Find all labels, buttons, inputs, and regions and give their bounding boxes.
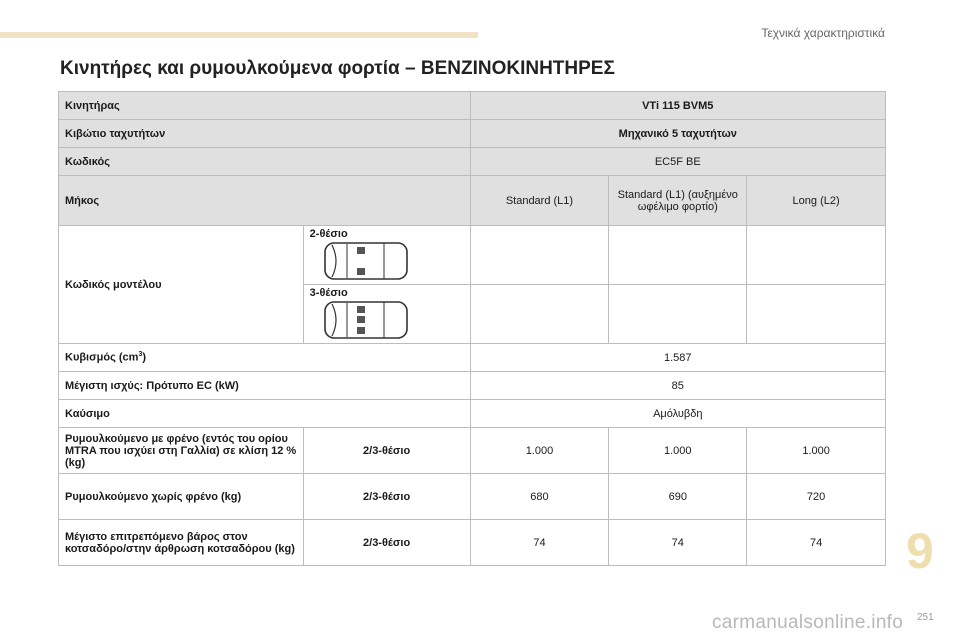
unbraked-trailer-l1: 680 bbox=[470, 474, 609, 520]
chapter-title: Τεχνικά χαρακτηριστικά bbox=[761, 26, 885, 40]
van-3-seat-icon bbox=[324, 299, 408, 341]
model-3seat-l1-ext bbox=[609, 285, 747, 344]
header-accent-bar bbox=[0, 32, 478, 38]
table-row-displacement bbox=[59, 344, 886, 372]
model-3seat-cell bbox=[303, 285, 470, 344]
displacement-label: Κυβισμός $(cm^3)$ bbox=[59, 344, 471, 372]
model-3seat-l2 bbox=[747, 285, 886, 344]
noseweight-l1: 74 bbox=[470, 520, 609, 566]
van-2-seat-icon bbox=[324, 240, 408, 282]
noseweight-seats: 2/3-θέσιο bbox=[303, 520, 470, 566]
table-row-braked-trailer bbox=[59, 428, 886, 474]
seats-2-label: 2-θέσιο bbox=[309, 228, 348, 241]
table-row-gearbox bbox=[59, 120, 886, 148]
engine-label: Κινητήρας bbox=[59, 92, 471, 120]
braked-trailer-l1-ext: 1.000 bbox=[609, 428, 747, 474]
unbraked-trailer-l1-ext: 690 bbox=[609, 474, 747, 520]
model-3seat-l1 bbox=[470, 285, 609, 344]
power-label: Μέγιστη ισχύς: Πρότυπο EC (kW) bbox=[59, 372, 471, 400]
noseweight-l1-ext: 74 bbox=[609, 520, 747, 566]
model-2seat-l1 bbox=[470, 226, 609, 285]
unbraked-trailer-seats: 2/3-θέσιο bbox=[303, 474, 470, 520]
table-row-power bbox=[59, 372, 886, 400]
watermark-text: carmanualsonline.info bbox=[712, 612, 904, 633]
noseweight-l2: 74 bbox=[747, 520, 886, 566]
braked-trailer-l1: 1.000 bbox=[470, 428, 609, 474]
power-value: 85 bbox=[470, 372, 885, 400]
table-row-noseweight bbox=[59, 520, 886, 566]
braked-trailer-l2: 1.000 bbox=[747, 428, 886, 474]
engine-spec-table bbox=[58, 91, 886, 566]
gearbox-label: Κιβώτιο ταχυτήτων bbox=[59, 120, 471, 148]
page-title: Κινητήρες και ρυμουλκούμενα φορτία – ΒΕΝΖΙΝΟΚΙΝΗΤΗΡΕΣ bbox=[60, 58, 615, 79]
fuel-label: Καύσιμο bbox=[59, 400, 471, 428]
table-row-code bbox=[59, 148, 886, 176]
page-number: 251 bbox=[917, 612, 934, 623]
displacement-value: 1.587 bbox=[470, 344, 885, 372]
braked-trailer-label: Ρυμουλκούμενο με φρένο (εντός του ορίου MTRA που ισχύει στη Γαλλία) σε κλίση 12 % (kg) bbox=[59, 428, 304, 474]
braked-trailer-seats: 2/3-θέσιο bbox=[303, 428, 470, 474]
table-row-model-2seat bbox=[59, 226, 886, 285]
table-row-length bbox=[59, 176, 886, 226]
gearbox-value: Μηχανικό 5 ταχυτήτων bbox=[470, 120, 885, 148]
unbraked-trailer-l2: 720 bbox=[747, 474, 886, 520]
fuel-value: Αμόλυβδη bbox=[470, 400, 885, 428]
model-code-label: Κωδικός μοντέλου bbox=[59, 226, 304, 344]
length-l1: Standard (L1) bbox=[470, 176, 609, 226]
model-2seat-cell bbox=[303, 226, 470, 285]
table-row-engine bbox=[59, 92, 886, 120]
length-l1-extended: Standard (L1) (αυξημένο ωφέλιμο φορτίο) bbox=[609, 176, 747, 226]
seats-3-label: 3-θέσιο bbox=[309, 287, 348, 300]
length-label: Μήκος bbox=[59, 176, 471, 226]
code-label: Κωδικός bbox=[59, 148, 471, 176]
model-2seat-l2 bbox=[747, 226, 886, 285]
code-value: EC5F BE bbox=[470, 148, 885, 176]
table-row-fuel bbox=[59, 400, 886, 428]
noseweight-label: Μέγιστο επιτρεπόμενο βάρος στον κοτσαδόρο/στην άρθρωση κοτσαδόρου (kg) bbox=[59, 520, 304, 566]
unbraked-trailer-label: Ρυμουλκούμενο χωρίς φρένο (kg) bbox=[59, 474, 304, 520]
length-l2: Long (L2) bbox=[747, 176, 886, 226]
engine-value: VTi 115 BVM5 bbox=[470, 92, 885, 120]
chapter-number: 9 bbox=[906, 523, 934, 579]
model-2seat-l1-ext bbox=[609, 226, 747, 285]
table-row-unbraked-trailer bbox=[59, 474, 886, 520]
